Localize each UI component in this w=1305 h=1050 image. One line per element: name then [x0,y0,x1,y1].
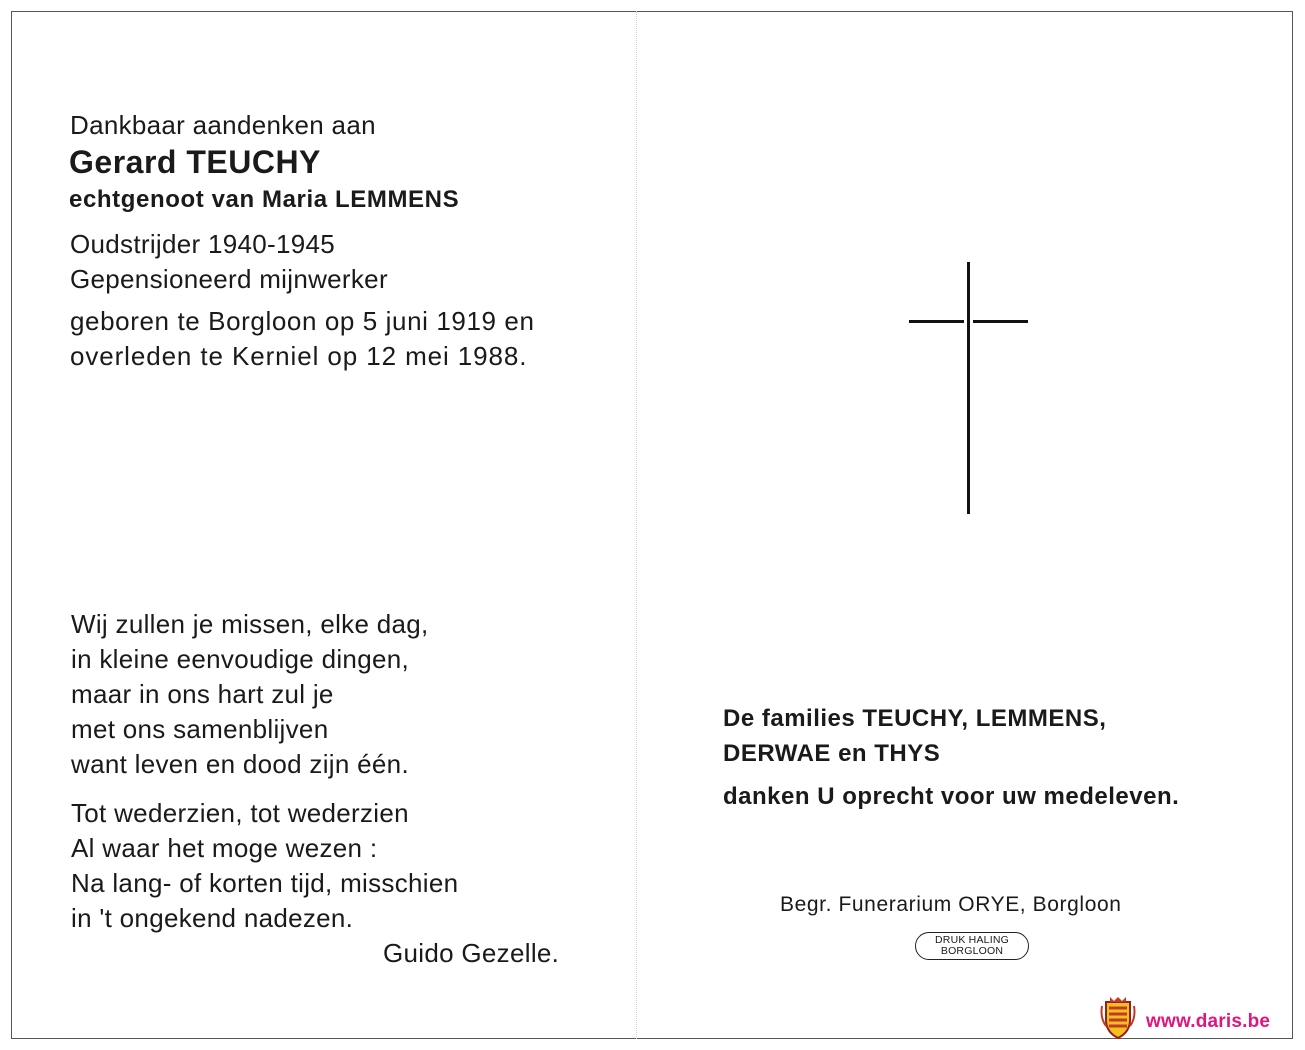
poem-line: in kleine eenvoudige dingen, [71,644,409,674]
cross-right-arm [973,320,1028,323]
cross-vertical-bar [967,262,970,514]
website-watermark[interactable]: www.daris.be [1146,1011,1271,1032]
poem-line: Wij zullen je missen, elke dag, [71,609,429,639]
printer-name: DRUK HALING [935,934,1009,946]
poem-line: in 't ongekend nadezen. [71,903,354,933]
poem-line: maar in ons hart zul je [71,679,334,709]
cross-left-arm [909,320,964,323]
coat-of-arms-icon [1100,996,1136,1040]
role-veteran: Oudstrijder 1940-1945 [70,229,336,259]
deceased-name: Gerard TEUCHY [69,144,321,180]
families-line-2: DERWAE en THYS [723,740,941,767]
spouse-line: echtgenoot van Maria LEMMENS [69,186,460,213]
intro-text: Dankbaar aandenken aan [70,110,376,140]
families-line-1: De families TEUCHY, LEMMENS, [723,705,1107,732]
poem-line: Tot wederzien, tot wederzien [71,798,409,828]
poem-line: want leven en dood zijn één. [71,749,409,779]
birth-line: geboren te Borgloon op 5 juni 1919 en [70,306,535,336]
card-fold-line [636,11,637,1039]
poem-author: Guido Gezelle. [383,938,560,968]
poem-line: Na lang- of korten tijd, misschien [71,868,459,898]
death-line: overleden te Kerniel op 12 mei 1988. [70,341,528,371]
poem-line: Al waar het moge wezen : [71,833,378,863]
printer-stamp [915,932,1029,960]
poem-line: met ons samenblijven [71,714,329,744]
printer-town: BORGLOON [940,945,1004,957]
role-occupation: Gepensioneerd mijnwerker [70,264,388,294]
funeral-home: Begr. Funerarium ORYE, Borgloon [780,893,1122,916]
thanks-line: danken U oprecht voor uw medeleven. [723,783,1180,810]
